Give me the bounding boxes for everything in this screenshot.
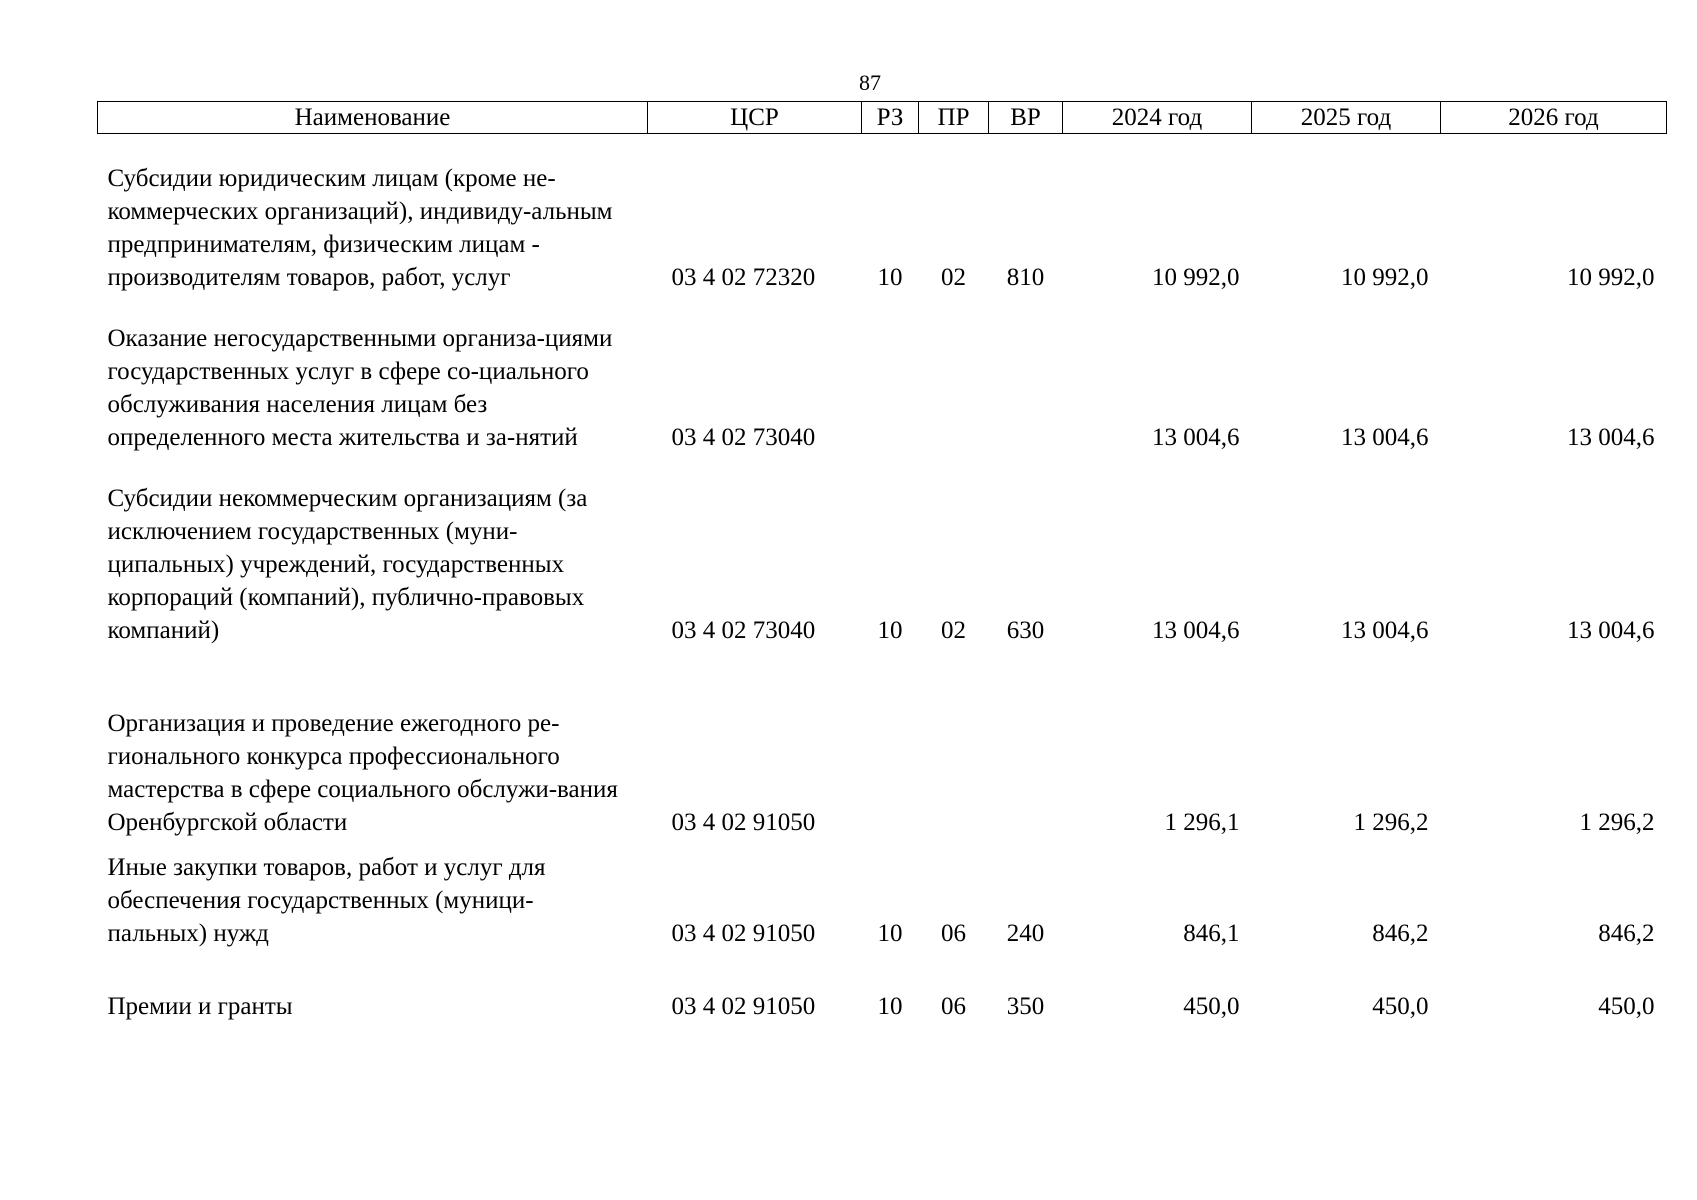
- row-rz: [862, 322, 919, 454]
- row-2025: 10 992,0: [1341, 264, 1429, 291]
- row-rz: 10: [877, 920, 903, 947]
- row-2025: 450,0: [1372, 993, 1429, 1020]
- row-csr: 03 4 02 91050: [671, 809, 816, 836]
- header-csr: ЦСР: [648, 102, 862, 134]
- row-2026: 846,2: [1598, 920, 1655, 947]
- page-number: 87: [859, 70, 881, 95]
- spacer-row: [98, 294, 1667, 322]
- table-row: [98, 322, 1667, 454]
- row-csr: 03 4 02 91050: [671, 993, 816, 1020]
- row-vr: 810: [1006, 264, 1045, 291]
- row-name: Субсидии некоммерческим организациям (за исключением государственных (муни-ципальных) учреждений, государственных корпораций (компаний), публично-правовых компаний): [107, 485, 588, 644]
- row-2026: 450,0: [1598, 993, 1655, 1020]
- header-row: [98, 102, 1667, 134]
- row-vr: [989, 322, 1063, 454]
- header-2025: 2025 год: [1252, 102, 1441, 134]
- table-row: [98, 851, 1667, 950]
- row-2026: 13 004,6: [1567, 617, 1655, 644]
- row-2024: 13 004,6: [1152, 617, 1240, 644]
- row-pr: 02: [941, 264, 966, 291]
- row-rz: 10: [877, 993, 903, 1020]
- row-csr: 03 4 02 72320: [671, 264, 816, 291]
- budget-table: [97, 101, 1667, 1023]
- table-row: [98, 990, 1667, 1023]
- header-name: Наименование: [98, 102, 648, 134]
- header-vr: ВР: [989, 102, 1063, 134]
- row-2026: 13 004,6: [1567, 424, 1655, 451]
- row-2025: 13 004,6: [1341, 424, 1429, 451]
- spacer-row: [98, 134, 1667, 163]
- row-pr: 06: [941, 920, 966, 947]
- row-pr: [919, 707, 989, 839]
- header-rz: РЗ: [862, 102, 919, 134]
- row-2024: 10 992,0: [1152, 264, 1240, 291]
- row-2026: 10 992,0: [1567, 264, 1655, 291]
- row-name: Иные закупки товаров, работ и услуг для обеспечения государственных (муници-пальных) нужд: [107, 854, 546, 947]
- header-2026: 2026 год: [1441, 102, 1667, 134]
- row-pr: 02: [941, 617, 966, 644]
- spacer-row: [98, 454, 1667, 482]
- row-csr: 03 4 02 91050: [671, 920, 816, 947]
- row-name: Организация и проведение ежегодного ре-гионального конкурса профессионального мастерства в сфере социального обслужи-вания Оренбургской области: [107, 710, 618, 836]
- row-csr: 03 4 02 73040: [671, 617, 816, 644]
- table-row: [98, 162, 1667, 294]
- row-2026: 1 296,2: [1579, 809, 1655, 836]
- row-2025: 846,2: [1372, 920, 1429, 947]
- row-rz: 10: [877, 264, 903, 291]
- row-2024: 13 004,6: [1152, 424, 1240, 451]
- row-2024: 1 296,1: [1164, 809, 1240, 836]
- spacer-row: [98, 950, 1667, 990]
- row-name: Премии и гранты: [107, 993, 293, 1020]
- header-2024: 2024 год: [1063, 102, 1252, 134]
- row-2025: 13 004,6: [1341, 617, 1429, 644]
- row-2024: 846,1: [1183, 920, 1240, 947]
- row-vr: [989, 707, 1063, 839]
- row-name: Оказание негосударственными организа-циями государственных услуг в сфере со-циального обслуживания населения лицам без определенного места жительства и за-нятий: [107, 325, 613, 451]
- row-csr: 03 4 02 73040: [671, 424, 816, 451]
- spacer-row: [98, 647, 1667, 707]
- row-name: Субсидии юридическим лицам (кроме не-коммерческих организаций), индивиду-альным предпринимателям, физическим лицам - производителям товаров, работ, услуг: [107, 165, 613, 291]
- table-row: [98, 482, 1667, 647]
- row-vr: 350: [1006, 993, 1045, 1020]
- row-vr: 240: [1006, 920, 1045, 947]
- row-rz: 10: [877, 617, 903, 644]
- header-pr: ПР: [919, 102, 989, 134]
- row-vr: 630: [1006, 617, 1045, 644]
- row-rz: [862, 707, 919, 839]
- row-pr: [919, 322, 989, 454]
- row-2025: 1 296,2: [1353, 809, 1429, 836]
- spacer-row: [98, 839, 1667, 851]
- table-row: [98, 707, 1667, 839]
- row-pr: 06: [941, 993, 966, 1020]
- row-2024: 450,0: [1183, 993, 1240, 1020]
